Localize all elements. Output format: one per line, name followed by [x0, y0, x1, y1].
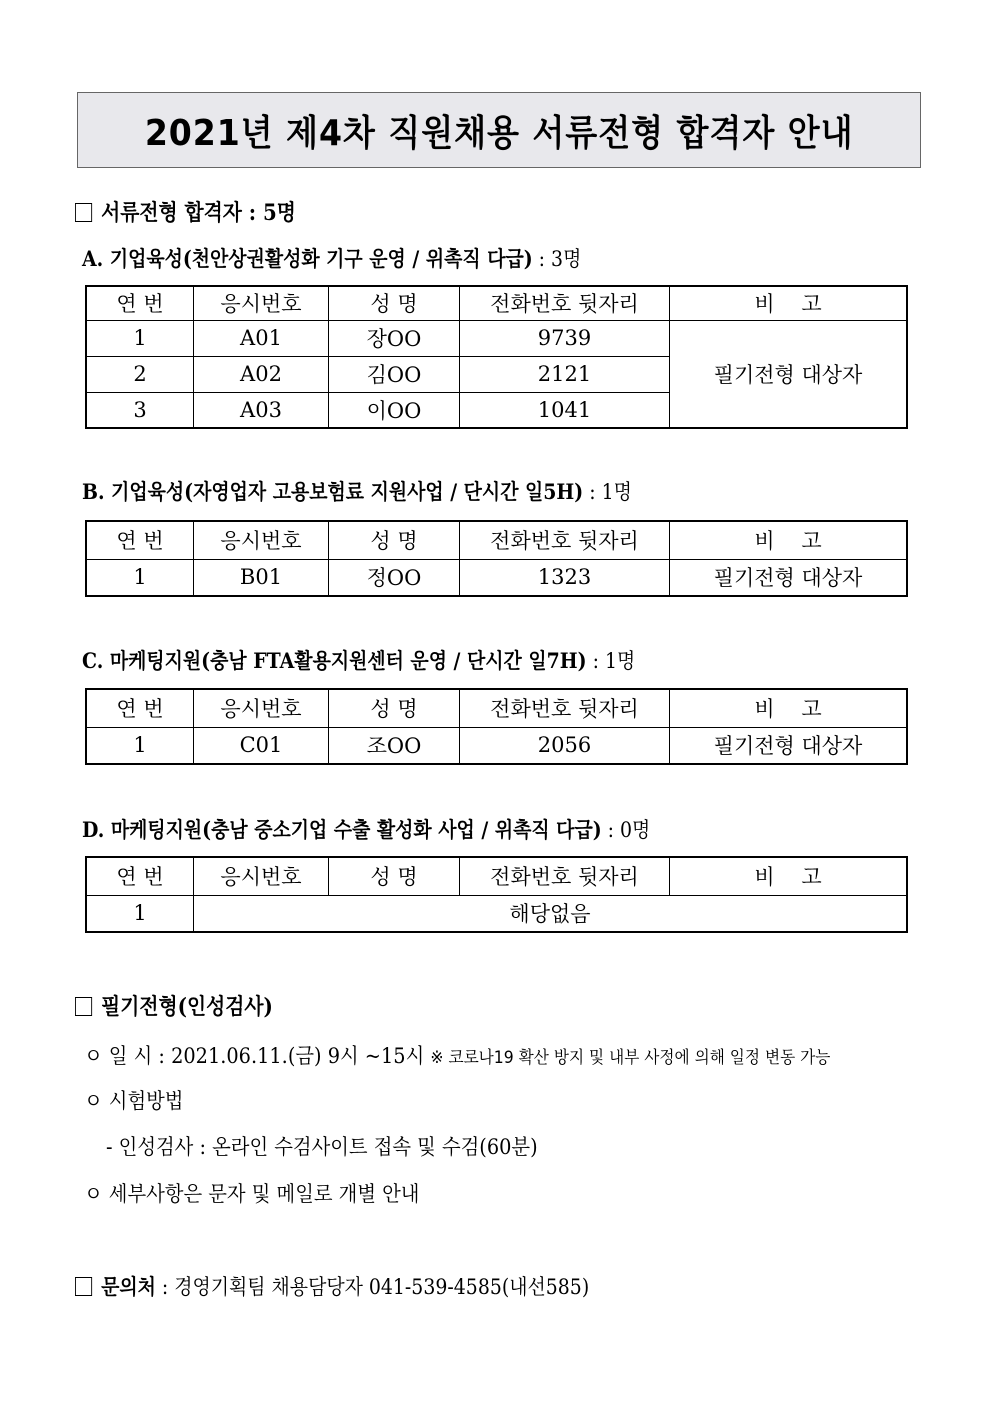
- section-value: : 5명: [241, 200, 296, 226]
- cell-phone: 2121: [460, 356, 670, 392]
- table-row: [86, 727, 907, 764]
- cell-id: A03: [194, 392, 329, 428]
- cell-phone: 1323: [460, 559, 670, 596]
- group-count: : 0명: [601, 818, 651, 842]
- cell-name: 장OO: [329, 320, 460, 356]
- cell-name: 이OO: [329, 392, 460, 428]
- table-a: [85, 285, 908, 429]
- table-row: [86, 559, 907, 596]
- group-heading-b: [82, 476, 632, 506]
- exam-date: [84, 1040, 830, 1070]
- header-cell: 비 고: [670, 521, 908, 559]
- cell-phone: 1041: [460, 392, 670, 428]
- group-heading-a: [82, 243, 581, 273]
- section-heading-written-test: [75, 990, 273, 1021]
- section-label: 서류전형 합격자: [101, 200, 242, 226]
- cell-id: A01: [194, 320, 329, 356]
- header-cell: 연 번: [86, 521, 194, 559]
- cell-id: B01: [194, 559, 329, 596]
- cell-none: 해당없음: [194, 895, 908, 932]
- header-cell: 비 고: [670, 857, 908, 895]
- cell-no: 1: [86, 320, 194, 356]
- exam-method-detail: - 인성검사 : 온라인 수검사이트 접속 및 수검(60분): [106, 1135, 538, 1159]
- header-cell: 성 명: [329, 857, 460, 895]
- header-cell: 전화번호 뒷자리: [460, 286, 670, 320]
- header-cell: 응시번호: [194, 857, 329, 895]
- cell-note: 필기전형 대상자: [670, 320, 908, 428]
- group-title: D. 마케팅지원(충남 중소기업 수출 활성화 사업 / 위촉직 다급): [82, 817, 602, 842]
- header-cell: 전화번호 뒷자리: [460, 689, 670, 727]
- table-header: [86, 689, 907, 727]
- group-heading-c: [82, 645, 635, 675]
- cell-no: 3: [86, 392, 194, 428]
- group-count: : 1명: [583, 480, 632, 504]
- date-note: ※ 코로나19 확산 방지 및 내부 사정에 의해 일정 변동 가능: [430, 1048, 831, 1068]
- group-title: C. 마케팅지원(충남 FTA활용지원센터 운영 / 단시간 일7H): [82, 648, 587, 673]
- cell-no: 1: [86, 727, 194, 764]
- header-cell: 성 명: [329, 689, 460, 727]
- group-count: : 1명: [586, 649, 636, 673]
- cell-note: 필기전형 대상자: [670, 727, 908, 764]
- table-header: [86, 857, 907, 895]
- section-heading-passers: [75, 196, 296, 227]
- exam-method: ㅇ 시험방법: [84, 1089, 184, 1113]
- header-cell: 연 번: [86, 286, 194, 320]
- cell-note: 필기전형 대상자: [670, 559, 908, 596]
- header-cell: 응시번호: [194, 689, 329, 727]
- checkbox-icon: [75, 997, 92, 1016]
- section-label: 문의처: [101, 1274, 156, 1299]
- group-title: A. 기업육성(천안상권활성화 기구 운영 / 위촉직 다급): [82, 246, 533, 271]
- group-heading-d: [82, 814, 650, 844]
- header-cell: 성 명: [329, 521, 460, 559]
- contact-line: [75, 1271, 589, 1301]
- header-cell: 전화번호 뒷자리: [460, 521, 670, 559]
- cell-id: C01: [194, 727, 329, 764]
- page-title: 2021년 제4차 직원채용 서류전형 합격자 안내: [144, 112, 854, 154]
- header-cell: 연 번: [86, 857, 194, 895]
- header-cell: 전화번호 뒷자리: [460, 857, 670, 895]
- cell-no: 1: [86, 895, 194, 932]
- cell-no: 2: [86, 356, 194, 392]
- cell-name: 정OO: [329, 559, 460, 596]
- table-c: [85, 688, 908, 765]
- table-row: [86, 320, 907, 356]
- table-header: [86, 286, 907, 320]
- cell-no: 1: [86, 559, 194, 596]
- cell-name: 조OO: [329, 727, 460, 764]
- contact-value: : 경영기획팀 채용담당자 041-539-4585(내선585): [155, 1275, 590, 1299]
- cell-phone: 9739: [460, 320, 670, 356]
- cell-id: A02: [194, 356, 329, 392]
- group-count: : 3명: [532, 247, 582, 271]
- header-cell: 성 명: [329, 286, 460, 320]
- checkbox-icon: [75, 203, 92, 222]
- title-box: [77, 92, 921, 168]
- header-cell: 연 번: [86, 689, 194, 727]
- table-b: [85, 520, 908, 597]
- section-label: 필기전형(인성검사): [101, 994, 273, 1020]
- table-d: [85, 856, 908, 933]
- table-row: [86, 895, 907, 932]
- header-cell: 응시번호: [194, 521, 329, 559]
- table-header: [86, 521, 907, 559]
- header-cell: 응시번호: [194, 286, 329, 320]
- header-cell: 비 고: [670, 286, 908, 320]
- group-title: B. 기업육성(자영업자 고용보험료 지원사업 / 단시간 일5H): [82, 479, 584, 504]
- cell-name: 김OO: [329, 356, 460, 392]
- cell-phone: 2056: [460, 727, 670, 764]
- date-text: ㅇ 일 시 : 2021.06.11.(금) 9시 ~15시: [84, 1044, 425, 1068]
- header-cell: 비 고: [670, 689, 908, 727]
- checkbox-icon: [75, 1277, 92, 1296]
- exam-notice: ㅇ 세부사항은 문자 및 메일로 개별 안내: [84, 1182, 420, 1206]
